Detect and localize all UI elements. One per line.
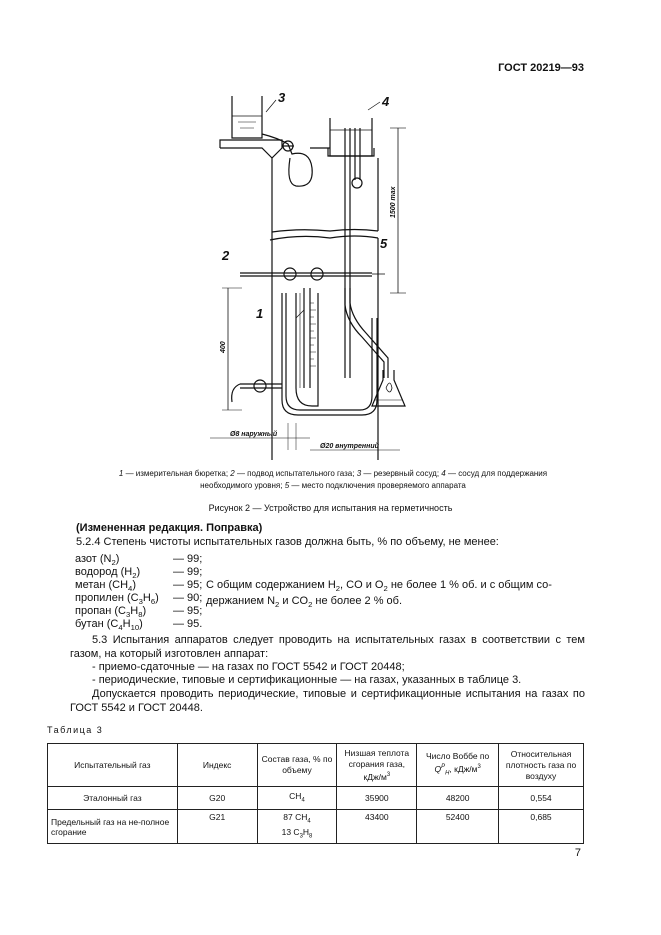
apparatus-drawing — [200, 88, 430, 460]
siphon-tube — [262, 134, 312, 186]
cell-composition: 87 $CH_4$ 13 $C_3H_8$ — [257, 810, 337, 844]
col-index: Индекс — [177, 744, 257, 787]
table-header-row — [48, 744, 584, 787]
legend-text-5: — место подключения проверяемого аппарата — [289, 481, 466, 490]
legend-num-3: 3 — [356, 469, 362, 478]
col-gas: Испытательный газ — [48, 744, 178, 787]
legend-text-3: — резервный сосуд; — [361, 469, 442, 478]
dim-d20: Ø20 внутренний — [320, 443, 379, 450]
cell-heat: 35900 — [337, 787, 417, 810]
label-2: 2 — [222, 248, 230, 263]
legend-text-1: — измерительная бюретка; — [123, 469, 231, 478]
label-4: 4 — [382, 94, 390, 109]
label-5: 5 — [380, 236, 388, 251]
cell-composition: $CH_4$ — [257, 787, 337, 810]
page-number: 7 — [574, 847, 581, 859]
test-apparatus-figure — [200, 88, 430, 460]
gas-row: водород $(H_2)$ — 99; — [75, 566, 203, 581]
cell-density: 0,685 — [499, 810, 584, 844]
bullet-periodic: - периодические, типовые и сертификационные — на газах, указанных в таблице 3. — [92, 674, 522, 686]
reserve-vessel — [232, 96, 262, 138]
gas-purity-list — [75, 553, 552, 633]
gas-row: метан $(CH_4)$ — 95; — [75, 579, 203, 594]
dim-d8: Ø8 наружный — [230, 431, 278, 438]
valve-drain — [254, 380, 266, 392]
gas-value: — 95; — [173, 579, 203, 591]
dim-400: 400 — [220, 341, 227, 353]
valve-inlet-b — [311, 268, 323, 280]
legend-num-2: 2 — [230, 469, 235, 478]
gas-row: бутан $(C_4H_{10})$ — 95. — [75, 618, 203, 633]
label-3: 3 — [278, 90, 286, 105]
col-wobbe: Число Воббе по $Q^Р_Н$, кДж/$м^3$ — [417, 744, 499, 787]
clause-5-2-4: 5.2.4 Степень чистоты испытательных газов должна быть, % по объему, не менее: — [76, 536, 499, 548]
cell-density: 0,554 — [499, 787, 584, 810]
figure-legend — [118, 468, 548, 492]
stand-wall — [270, 236, 378, 240]
clause-5-3: 5.3 Испытания аппаратов следует проводить на испытательных газах в соответствии с тем газом, на который изготовлен аппарат: — [70, 634, 585, 660]
cell-heat: 43400 — [337, 810, 417, 844]
level-vessel — [330, 118, 372, 156]
table-row — [48, 787, 584, 810]
gas-value: — 95. — [173, 618, 203, 630]
gas-value: — 95; — [173, 605, 203, 617]
gas-row: азот $(N_2)$ — 99; — [75, 553, 203, 568]
gas-value: — 99; — [173, 566, 203, 578]
table-row — [48, 810, 584, 844]
cell-index: G21 — [177, 810, 257, 844]
col-density: Относительная плотность газа по воздуху — [499, 744, 584, 787]
edition-note: (Измененная редакция. Поправка) — [76, 522, 263, 534]
gas-value: — 90; — [173, 592, 203, 604]
allowed-note: Допускается проводить периодические, типовые и сертификационные испытания на газах по ГОСТ 5542 и ГОСТ 20448. — [70, 688, 585, 714]
gas-value: — 99; — [173, 553, 203, 565]
dim-1500max: 1500 max — [390, 186, 397, 218]
cell-wobbe: 48200 — [417, 787, 499, 810]
bullet-acceptance: - приемо-сдаточные — на газах по ГОСТ 5542 и ГОСТ 20448; — [92, 661, 405, 673]
cell-index: G20 — [177, 787, 257, 810]
label-1: 1 — [256, 306, 264, 321]
outlet-tube — [350, 288, 388, 378]
col-heat: Низшая теплота сгорания газа, кДж/$м^3$ — [337, 744, 417, 787]
shelf-bracket — [220, 140, 282, 233]
test-gases-table — [47, 743, 584, 844]
cell-gas: Эталонный газ — [48, 787, 178, 810]
table-caption: Таблица 3 — [47, 725, 104, 735]
u-tube — [286, 293, 372, 410]
legend-num-5: 5 — [284, 481, 290, 490]
legend-text-2: — подвод испытательного газа; — [234, 469, 357, 478]
legend-num-4: 4 — [441, 469, 446, 478]
gas-impurity-note: С общим содержанием $H_2$, CO и $O_2$ не более 1 % об. и с общим со- держанием $N_2$ и $CO_2$ не более 2 % об. — [206, 579, 552, 610]
figure-caption: Рисунок 2 — Устройство для испытания на герметичность — [208, 503, 453, 513]
standard-header: ГОСТ 20219—93 — [498, 62, 584, 74]
cell-gas: Предельный газ на не-полное сгорание — [48, 810, 178, 844]
valve-inlet-a — [284, 268, 296, 280]
gas-row: пропилен $(C_3H_6)$ — 90; — [75, 592, 203, 607]
col-composition: Состав газа, % по объему — [257, 744, 337, 787]
legend-num-1: 1 — [118, 469, 124, 478]
gas-row: пропан $(C_3H_8)$ — 95; — [75, 605, 203, 620]
legend-text-4: — сосуд для поддержания необходимого уровня; — [200, 469, 548, 490]
cell-wobbe: 52400 — [417, 810, 499, 844]
valve-mid — [352, 178, 362, 188]
